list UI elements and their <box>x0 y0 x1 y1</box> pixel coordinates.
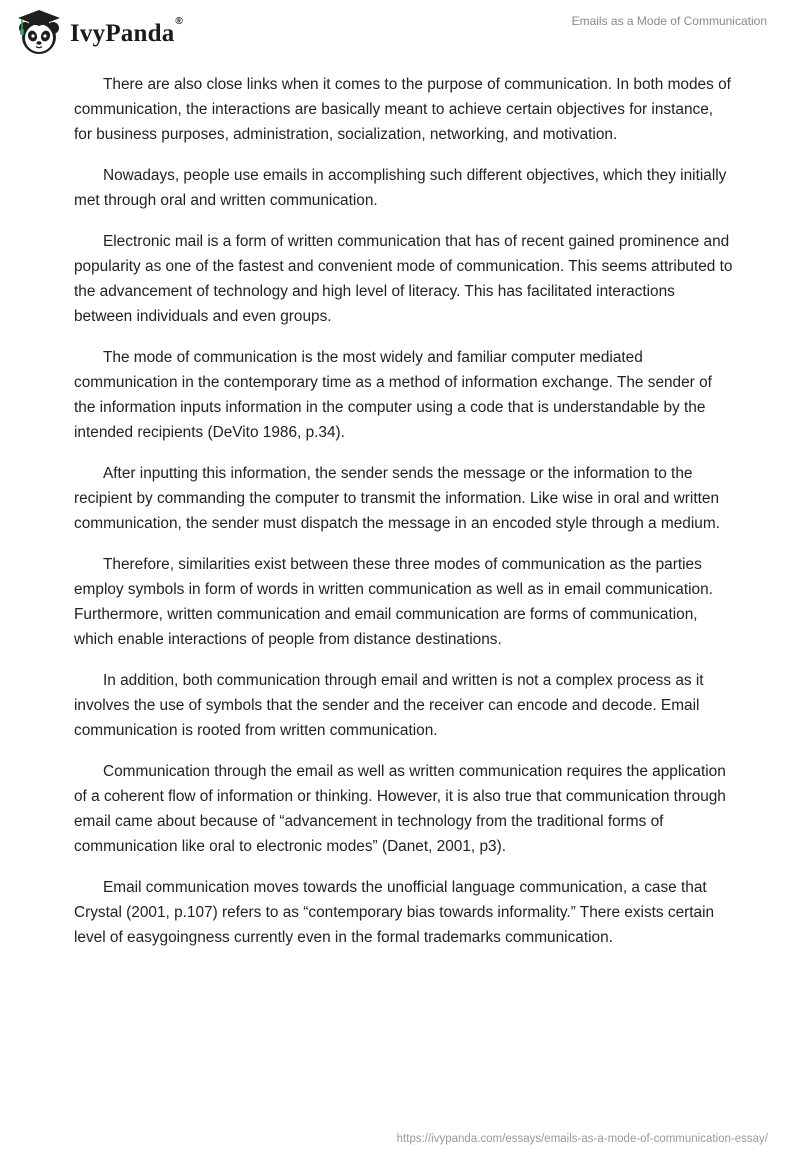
panda-graduate-icon <box>14 8 64 56</box>
paragraph: Email communication moves towards the unofficial language communication, a case that Crystal (2001, p.107) refers to as “contemporary bias towards informality.” There exists certain level of easygoingness currently even in the formal trademarks communication. <box>74 879 715 946</box>
document-title: Emails as a Mode of Communication <box>571 14 767 28</box>
paragraph: Therefore, similarities exist between these three modes of communication as the parties employ symbols in form of words in written communication as well as in email communication. Furthermore, written communication and email communication are forms of communication, which enable interactions of people from distance destinations. <box>74 556 713 648</box>
ivypanda-logo[interactable] <box>14 8 183 56</box>
page-header <box>0 0 800 60</box>
paragraph: Communication through the email as well as written communication requires the application of a coherent flow of information or thinking. However, it is also true that communication through email came about because of “advancement in technology from the traditional forms of communication like oral to electronic modes” (Danet, 2001, p3). <box>74 763 726 855</box>
registered-mark: ® <box>175 16 183 27</box>
footer-source-url[interactable]: https://ivypanda.com/essays/emails-as-a-mode-of-communication-essay/ <box>396 1133 768 1145</box>
paragraph: There are also close links when it comes to the purpose of communication. In both modes of communication, the interactions are basically meant to achieve certain objectives for instance, for business purposes, administration, socialization, networking, and motivation. <box>74 76 731 143</box>
essay-body <box>74 72 734 966</box>
brand-name: IvyPanda® <box>70 16 183 47</box>
paragraph: Nowadays, people use emails in accomplishing such different objectives, which they initially met through oral and written communication. <box>74 167 727 209</box>
paragraph: The mode of communication is the most widely and familiar computer mediated communication in the contemporary time as a method of information exchange. The sender of the information inputs information in the computer using a code that is understandable by the intended recipients (DeVito 1986, p.34). <box>74 349 712 441</box>
paragraph: In addition, both communication through email and written is not a complex process as it involves the use of symbols that the sender and the receiver can encode and decode. Email communication is rooted from written communication. <box>74 672 704 739</box>
paragraph: After inputting this information, the sender sends the message or the information to the recipient by commanding the computer to transmit the information. Like wise in oral and written communication, the sender must dispatch the message in an encoded style through a medium. <box>74 465 720 532</box>
paragraph: Electronic mail is a form of written communication that has of recent gained prominence and popularity as one of the fastest and convenient mode of communication. This seems attributed to the advancement of technology and high level of literacy. This has facilitated interactions between individuals and even groups. <box>74 233 733 325</box>
